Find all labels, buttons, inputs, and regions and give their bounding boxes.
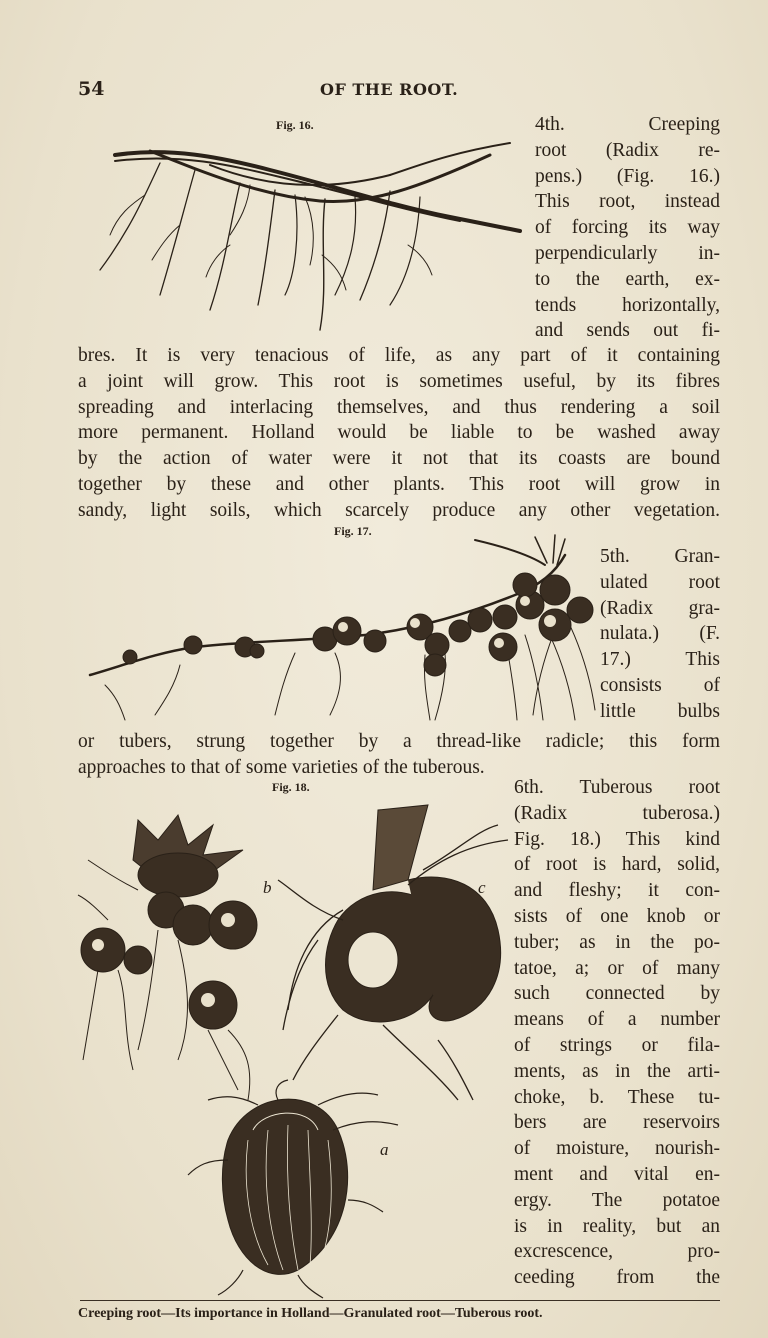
- text-line: ergy. The potatoe: [514, 1189, 720, 1211]
- text-line: ment and vital en-: [514, 1163, 720, 1185]
- text-line: ments, as in the arti-: [514, 1060, 720, 1082]
- text-line: 17.) This: [600, 649, 720, 671]
- text-line: or tubers, strung together by a thread-like radicle; this form: [78, 731, 720, 752]
- text-line: spreading and interlacing themselves, and thus rendering a soil: [78, 396, 720, 418]
- text-line: approaches to that of some varieties of the tuberous.: [78, 756, 485, 778]
- page-number: 54: [78, 78, 105, 100]
- fig18-label-c: c: [478, 878, 486, 897]
- text-line: by the action of water were it not that its coasts are bound: [78, 448, 720, 470]
- text-line: pens.) (Fig. 16.): [535, 165, 720, 187]
- paragraph-tuberous-root-side: [514, 775, 720, 1291]
- text-line: ulated root: [600, 571, 720, 593]
- text-line: tatoe, a; or of many: [514, 957, 720, 979]
- text-line: (Radix tuberosa.): [514, 802, 720, 824]
- paragraph-granulated-root-body: [78, 729, 720, 781]
- paragraph-granulated-root-side: [600, 544, 720, 725]
- text-line: ceeding from the: [514, 1267, 720, 1289]
- text-line: bers are reservoirs: [514, 1112, 720, 1134]
- text-line: perpendicularly in-: [535, 242, 720, 264]
- paragraph-creeping-root-side: [535, 112, 720, 344]
- fig18-label-b: b: [263, 878, 272, 897]
- text-line: 4th. Creeping: [535, 114, 720, 135]
- fig18-label: Fig. 18.: [272, 780, 310, 794]
- text-line: 5th. Gran-: [600, 546, 720, 567]
- footer-rule: [80, 1300, 720, 1301]
- text-line: to the earth, ex-: [535, 268, 720, 290]
- text-line: consists of: [600, 674, 720, 696]
- text-line: and fleshy; it con-: [514, 880, 720, 902]
- text-line: such connected by: [514, 983, 720, 1005]
- fig16-label: Fig. 16.: [276, 118, 314, 132]
- footer-summary: Creeping root—Its importance in Holland—Granulated root—Tuberous root.: [78, 1306, 543, 1321]
- fig16-creeping-root-illustration: [90, 135, 530, 335]
- running-title: OF THE ROOT.: [320, 80, 459, 99]
- paragraph-creeping-root-body: [78, 343, 720, 524]
- text-line: means of a number: [514, 1009, 720, 1031]
- text-line: excrescence, pro-: [514, 1241, 720, 1263]
- text-line: sandy, light soils, which scarcely produce any other vegetation.: [78, 499, 720, 521]
- text-line: Fig. 18.) This kind: [514, 828, 720, 850]
- text-line: of forcing its way: [535, 217, 720, 239]
- text-line: 6th. Tuberous root: [514, 777, 720, 798]
- fig17-label: Fig. 17.: [334, 524, 372, 538]
- text-line: tends horizontally,: [535, 294, 720, 316]
- text-line: This root, instead: [535, 191, 720, 213]
- text-line: little bulbs: [600, 700, 720, 722]
- text-line: root (Radix re-: [535, 139, 720, 161]
- text-line: of strings or fila-: [514, 1034, 720, 1056]
- fig18-label-a: a: [380, 1140, 389, 1159]
- text-line: nulata.) (F.: [600, 623, 720, 645]
- text-line: tuber; as in the po-: [514, 931, 720, 953]
- text-line: of moisture, nourish-: [514, 1138, 720, 1160]
- text-line: is in reality, but an: [514, 1215, 720, 1237]
- fig18-tuberous-root-illustration: [78, 800, 508, 1300]
- text-line: more permanent. Holland would be liable to be washed away: [78, 422, 720, 444]
- text-line: a joint will grow. This root is sometimes useful, by its fibres: [78, 370, 720, 392]
- text-line: bres. It is very tenacious of life, as any part of it containing: [78, 345, 720, 366]
- text-line: of root is hard, solid,: [514, 854, 720, 876]
- text-line: and sends out fi-: [535, 320, 720, 342]
- text-line: (Radix gra-: [600, 597, 720, 619]
- text-line: choke, b. These tu-: [514, 1086, 720, 1108]
- text-line: sists of one knob or: [514, 905, 720, 927]
- fig17-granulated-root-illustration: [85, 535, 610, 725]
- text-line: together by these and other plants. This root will grow in: [78, 473, 720, 495]
